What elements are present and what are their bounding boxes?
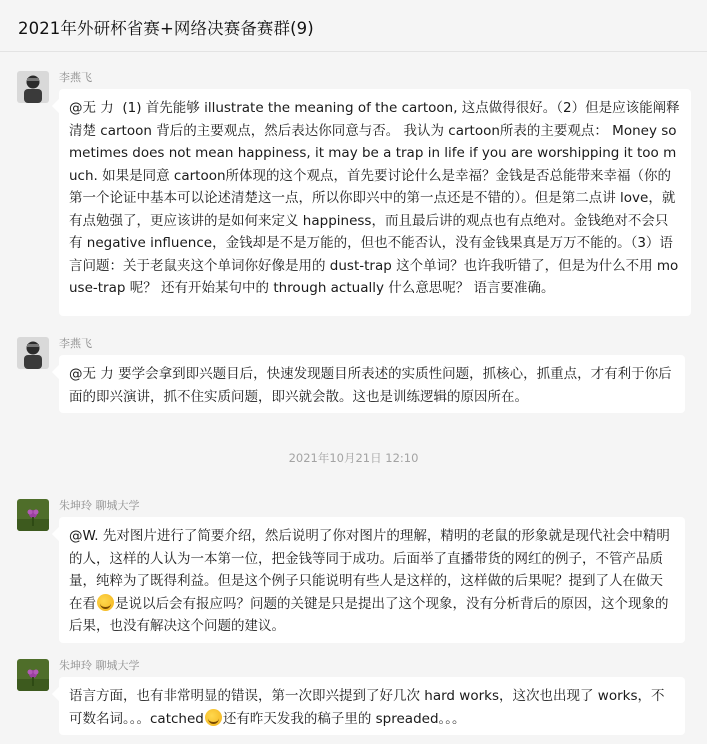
chat-message (0, 480, 707, 640)
message-text-part2: 是说以后会有报应吗？问题的关键是只是提出了这个现象，没有分析背后的原因，这个现象的后果，也没有解决这个问题的建议。 (69, 595, 669, 634)
message-text-part1: 语言方面，也有非常明显的错误，第一次即兴提到了好几次 hard works，这次也出现了 works，不可数名词。。。catched (69, 688, 665, 727)
sender-name: 朱坤玲 聊城大学 (59, 659, 140, 672)
time-divider: 2021年10月21日 12:10 (288, 451, 419, 465)
message-text-part1: @W. 先对图片进行了简要介绍，然后说明了你对图片的理解，精明的老鼠的形象就是现代社会中精明的人，这样的人认为一本第一位，把金钱等同于成功。后面举了直播带货的网红的例子，不管产品质量，纯粹为了既得利益。但是这个例子只能说明有些人是这样的，这样做的后果呢？提到了人在做天在看 (69, 528, 670, 612)
avatar[interactable] (17, 71, 49, 103)
avatar[interactable] (17, 337, 49, 369)
flower-avatar-image (17, 659, 49, 691)
sender-name: 李燕飞 (59, 337, 92, 350)
sender-name: 李燕飞 (59, 71, 92, 84)
flower-avatar-image (17, 499, 49, 531)
sender-name: 朱坤玲 聊城大学 (59, 499, 140, 512)
chat-message (0, 52, 707, 317)
chat-title-bar (0, 0, 707, 52)
chat-message-list[interactable] (0, 52, 707, 744)
avatar[interactable] (17, 659, 49, 691)
message-bubble[interactable] (59, 517, 685, 643)
message-bubble[interactable] (59, 89, 691, 316)
laughing-emoji-icon (205, 709, 222, 726)
chat-message (0, 640, 707, 744)
message-bubble[interactable] (59, 355, 685, 413)
avatar[interactable] (17, 499, 49, 531)
message-text-part2: 还有昨天发我的稿子里的 spreaded。。。 (222, 710, 466, 727)
message-bubble[interactable] (59, 677, 685, 735)
laughing-emoji-icon (97, 594, 114, 611)
portrait-avatar-image (17, 337, 49, 369)
chat-title: 2021年外研杯省赛+网络决赛备赛群(9) (18, 19, 314, 38)
portrait-avatar-image (17, 71, 49, 103)
message-text: @无 力 (1) 首先能够 illustrate the meaning of the cartoon, 这点做得很好。（2）但是应该能阐释清楚 cartoon 背后的主要观点，然后表达你同意与否。 我认为 cartoon所表的主要观点： Money sometimes does not mean happiness, it may be a trap in life if you are worshipping it too much. 如果是同意 cartoon所体现的这个观点，首先要讨论什么是幸福？金钱是否总能带来幸福（你的第一个论证中基本可以论述清楚这一点，所以你即兴中的第一点还是不错的）。但是第二点讲 love，就有点勉强了，更应该讲的是如何来定义 happiness，而且最后讲的观点也有点绝对。金钱绝对不会只有 negative influence，金钱却是不是万能的，但也不能否认，没有金钱果真是万万不能的。（3）语言问题：关于老鼠夹这个单词你好像是用的 dust-trap 这个单词？也许我听错了，但是为什么不用 mouse-trap 呢？ 还有开始某句中的 through actually 什么意思呢？ 语言要准确。 (69, 100, 680, 296)
message-text: @无 力 要学会拿到即兴题目后，快速发现题目所表述的实质性问题，抓核心，抓重点，才有利于你后面的即兴演讲，抓不住实质问题，即兴就会散。这也是训练逻辑的原因所在。 (69, 366, 672, 405)
chat-message (0, 318, 707, 418)
